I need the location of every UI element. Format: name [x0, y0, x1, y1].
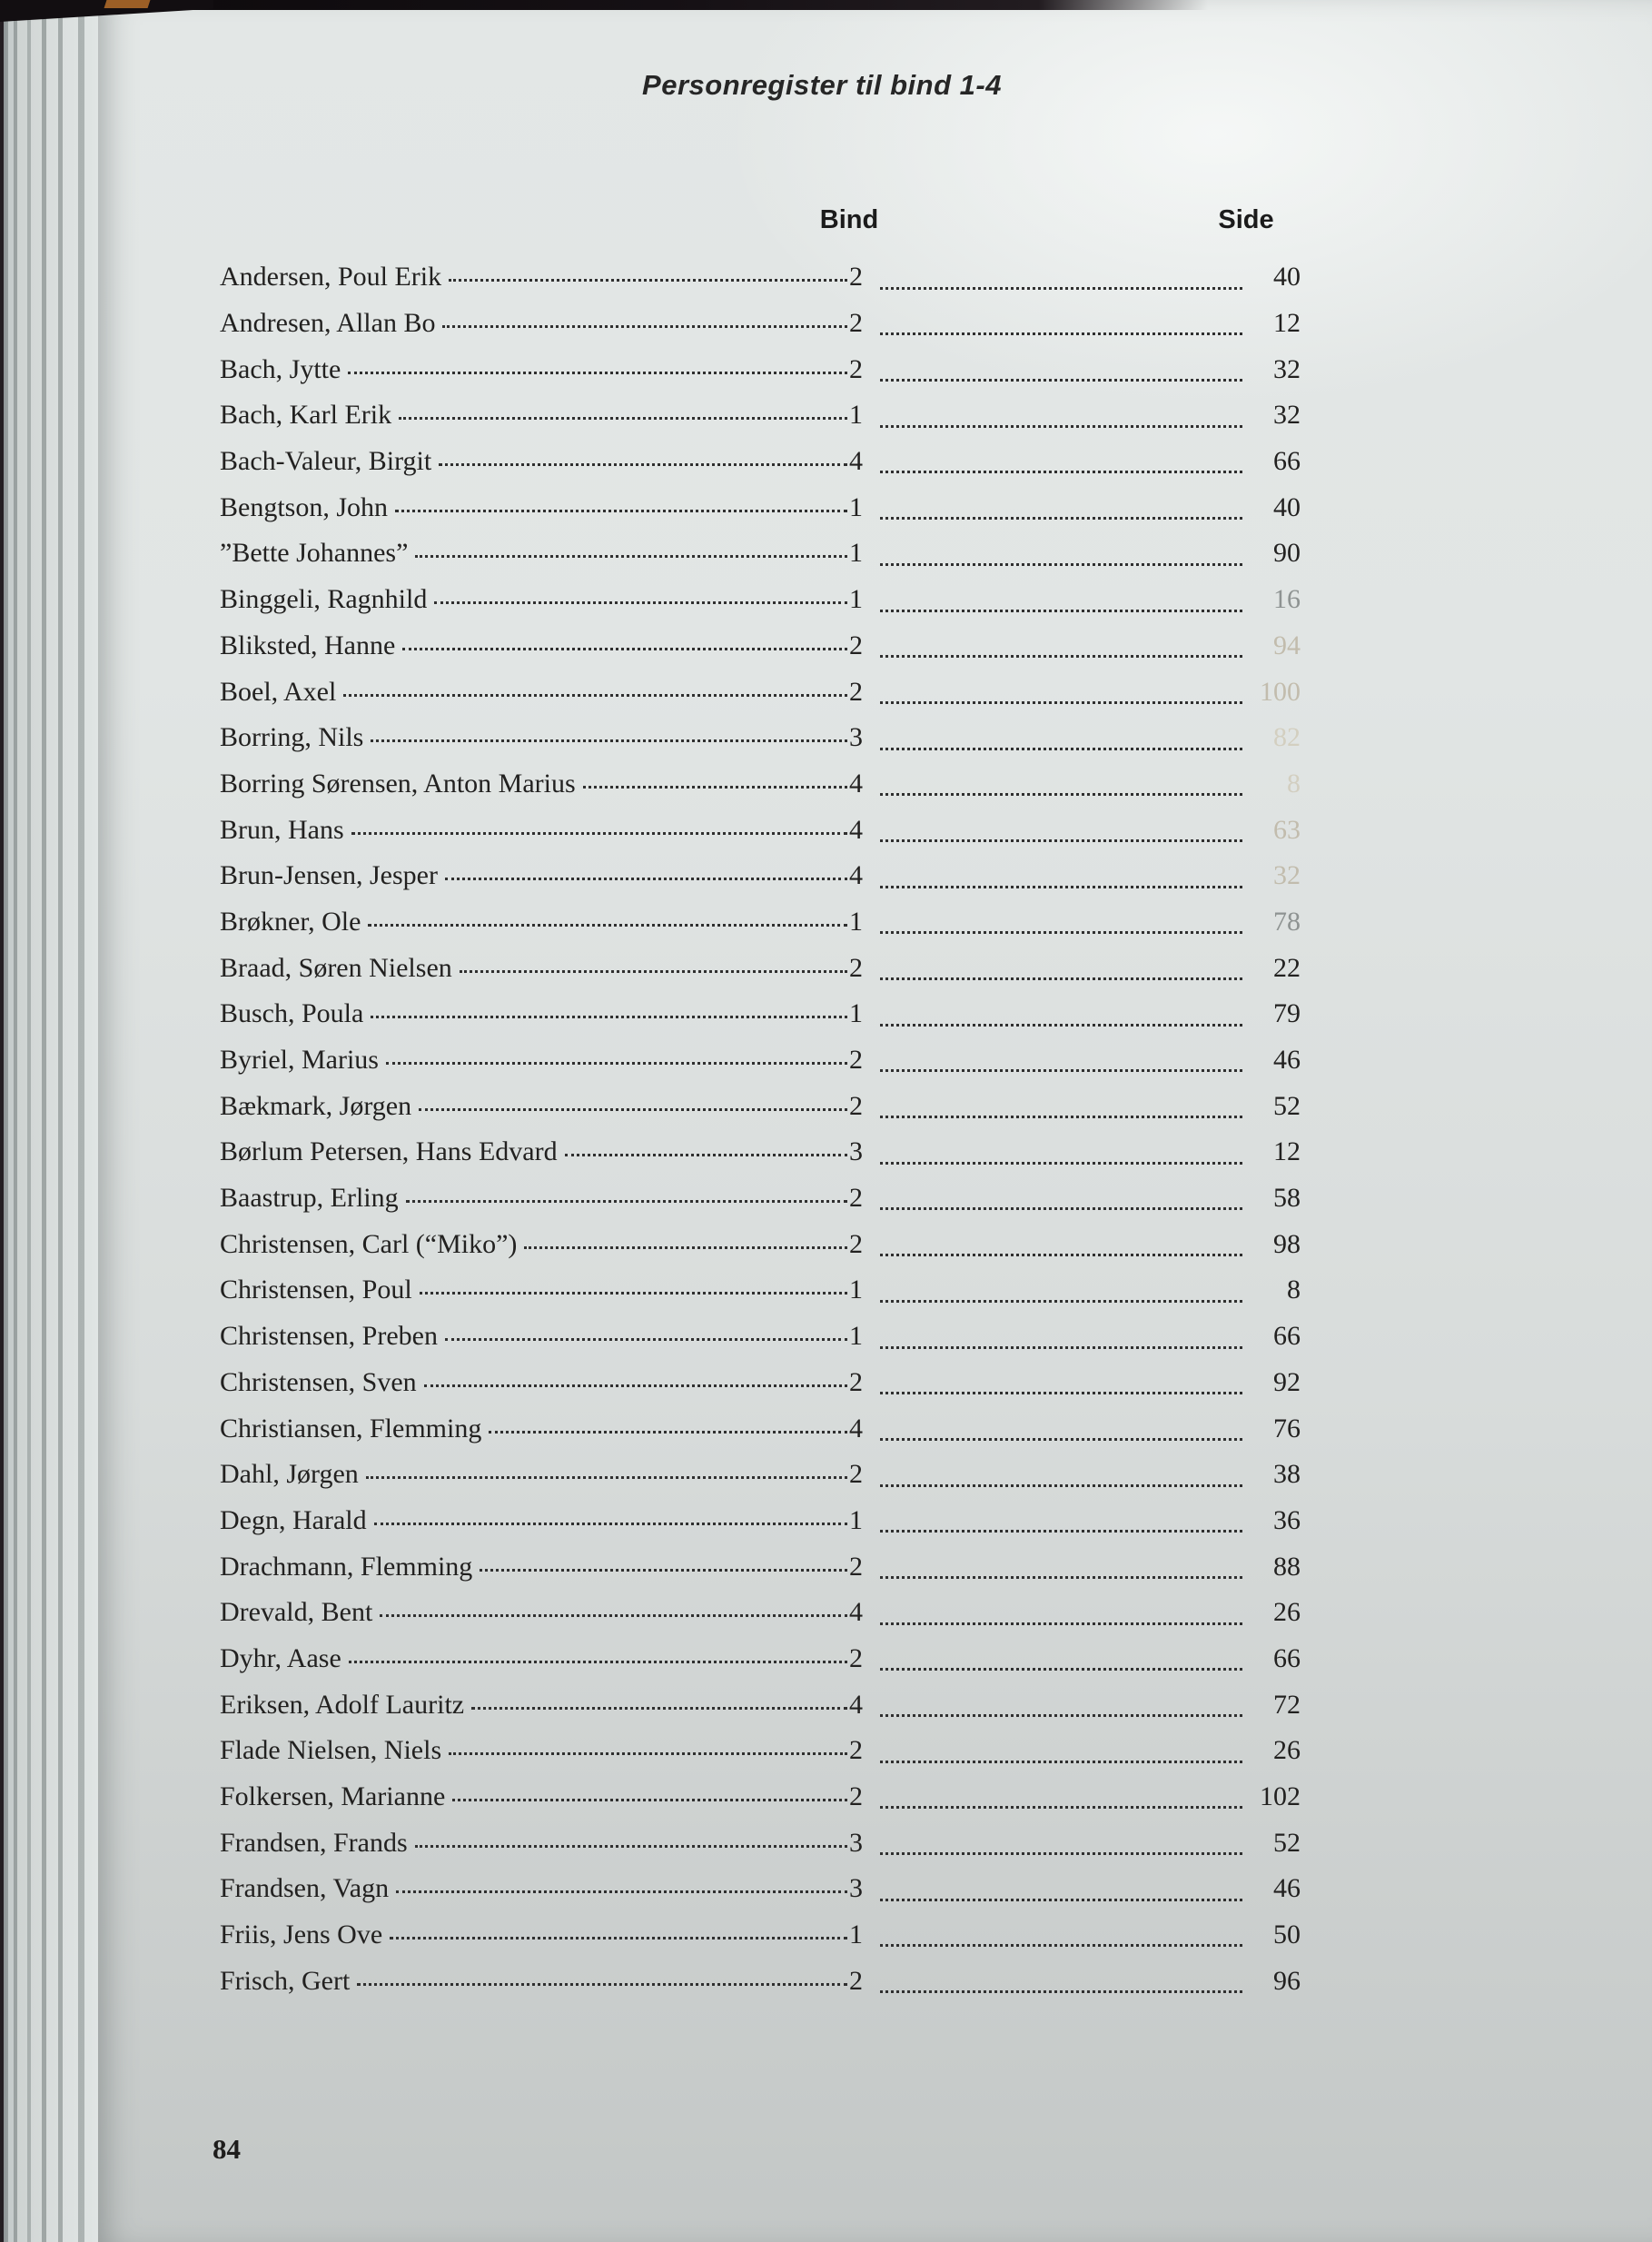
- entry-left-segment: [220, 1505, 849, 1536]
- register-entry-row: [220, 1636, 1301, 1682]
- dot-leader: [524, 1246, 847, 1249]
- entry-side-number: 12: [1273, 308, 1301, 339]
- entry-left-segment: [220, 538, 849, 569]
- register-entry-row: [220, 254, 1301, 301]
- entry-name: Dahl, Jørgen: [220, 1459, 359, 1490]
- entry-side-number: 96: [1273, 1965, 1301, 1996]
- dot-leader: [880, 1300, 1242, 1303]
- register-entry-row: [220, 1129, 1301, 1176]
- entry-side-number: 66: [1273, 1642, 1301, 1673]
- register-entry-row: [220, 1405, 1301, 1452]
- entry-bind-number: 1: [849, 1275, 863, 1305]
- dot-leader: [880, 1576, 1242, 1579]
- dot-leader: [880, 748, 1242, 750]
- dot-leader: [880, 563, 1242, 566]
- entry-bind-number: 2: [849, 676, 863, 707]
- entry-left-segment: [220, 907, 849, 937]
- register-entry-row: [220, 1267, 1301, 1314]
- dot-leader: [583, 786, 847, 789]
- entry-side-number: 38: [1273, 1459, 1301, 1490]
- dot-leader: [351, 832, 847, 835]
- register-entry-row: [220, 1221, 1301, 1267]
- page-number: 84: [213, 2133, 241, 2165]
- dot-leader: [880, 1024, 1242, 1027]
- entry-side-number: 46: [1273, 1045, 1301, 1076]
- entry-left-segment: [220, 1552, 849, 1582]
- entry-side-number: 32: [1273, 860, 1301, 891]
- dot-leader: [445, 1338, 847, 1341]
- register-entry-row: [220, 1728, 1301, 1774]
- entry-name: Christensen, Poul: [220, 1275, 412, 1305]
- entry-side-number: 12: [1273, 1136, 1301, 1167]
- entry-name: Drachmann, Flemming: [220, 1551, 473, 1582]
- entry-name: Christiansen, Flemming: [220, 1413, 482, 1443]
- entry-side-number: 82: [1273, 722, 1301, 753]
- entry-name: Baastrup, Erling: [220, 1183, 399, 1214]
- entry-bind-number: 4: [849, 1413, 863, 1443]
- entry-name: Børlum Petersen, Hans Edvard: [220, 1136, 558, 1167]
- entry-name: Dyhr, Aase: [220, 1642, 341, 1673]
- entry-side-number: 16: [1273, 584, 1301, 615]
- entry-side-number: 8: [1287, 1275, 1301, 1305]
- dot-leader: [460, 970, 847, 973]
- entry-bind-number: 2: [849, 630, 863, 660]
- entry-name: Drevald, Bent: [220, 1597, 373, 1628]
- dot-leader: [880, 1622, 1242, 1625]
- dot-leader: [880, 931, 1242, 934]
- dot-leader: [880, 1990, 1242, 1993]
- register-entry-row: [220, 346, 1301, 392]
- entry-bind-number: 2: [849, 1090, 863, 1121]
- dot-leader: [368, 924, 847, 927]
- register-entry-row: [220, 484, 1301, 531]
- dot-leader: [439, 463, 847, 466]
- entry-bind-number: 3: [849, 1873, 863, 1904]
- entry-name: Christensen, Sven: [220, 1366, 417, 1397]
- entry-left-segment: [220, 722, 849, 753]
- dot-leader: [471, 1707, 847, 1710]
- dot-leader: [880, 1668, 1242, 1671]
- column-header-side: Side: [1218, 205, 1274, 234]
- entry-name: Borring Sørensen, Anton Marius: [220, 768, 576, 799]
- entry-left-segment: [220, 677, 849, 708]
- dot-leader: [880, 610, 1242, 612]
- dot-leader: [406, 1200, 847, 1203]
- dot-leader: [880, 1207, 1242, 1210]
- entry-bind-number: 4: [849, 860, 863, 891]
- register-entry-row: [220, 531, 1301, 577]
- dot-leader: [386, 1062, 847, 1065]
- dot-leader: [880, 977, 1242, 980]
- entry-left-segment: [220, 1367, 849, 1398]
- dot-leader: [366, 1476, 847, 1479]
- dot-leader: [880, 1116, 1242, 1118]
- dot-leader: [489, 1431, 847, 1433]
- entry-name: Byriel, Marius: [220, 1045, 379, 1076]
- register-entry-row: [220, 1083, 1301, 1129]
- entry-name: Flade Nielsen, Niels: [220, 1735, 442, 1766]
- entry-bind-number: 2: [849, 262, 863, 293]
- dot-leader: [565, 1154, 847, 1156]
- entry-name: Frandsen, Frands: [220, 1827, 408, 1858]
- register-entry-row: [220, 1498, 1301, 1544]
- entry-left-segment: [220, 1091, 849, 1122]
- entry-left-segment: [220, 1643, 849, 1674]
- entry-side-number: 100: [1260, 676, 1301, 707]
- dot-leader: [371, 739, 847, 742]
- dot-leader: [880, 1530, 1242, 1533]
- entry-side-number: 102: [1260, 1781, 1301, 1812]
- entry-left-segment: [220, 1781, 849, 1812]
- entry-name: Binggeli, Ragnhild: [220, 584, 428, 615]
- entry-bind-number: 2: [849, 1735, 863, 1766]
- dot-leader: [880, 1944, 1242, 1947]
- entry-name: Bach, Karl Erik: [220, 400, 392, 431]
- entry-left-segment: [220, 953, 849, 984]
- dot-leader: [396, 1890, 847, 1893]
- dot-leader: [880, 517, 1242, 520]
- register-entry-row: [220, 807, 1301, 853]
- register-entry-row: [220, 1774, 1301, 1820]
- dot-leader: [880, 1069, 1242, 1072]
- entry-bind-number: 2: [849, 1366, 863, 1397]
- register-entry-row: [220, 392, 1301, 439]
- dot-leader: [880, 425, 1242, 428]
- entry-left-segment: [220, 1229, 849, 1260]
- entry-side-number: 76: [1273, 1413, 1301, 1443]
- dot-leader: [880, 1254, 1242, 1256]
- dot-leader: [424, 1384, 847, 1387]
- entry-side-number: 26: [1273, 1735, 1301, 1766]
- register-entry-row: [220, 1314, 1301, 1360]
- page-surface: [98, 0, 1652, 2242]
- entry-bind-number: 1: [849, 584, 863, 615]
- dot-leader: [880, 839, 1242, 842]
- entry-bind-number: 1: [849, 491, 863, 522]
- entry-side-number: 52: [1273, 1090, 1301, 1121]
- register-entry-row: [220, 1866, 1301, 1912]
- entry-left-segment: [220, 1275, 849, 1305]
- entry-left-segment: [220, 860, 849, 891]
- entry-bind-number: 3: [849, 722, 863, 753]
- entry-side-number: 98: [1273, 1228, 1301, 1259]
- entry-bind-number: 1: [849, 400, 863, 431]
- register-entry-row: [220, 623, 1301, 670]
- dot-leader: [390, 1937, 847, 1939]
- entry-left-segment: [220, 1597, 849, 1628]
- entry-name: Friis, Jens Ove: [220, 1920, 383, 1950]
- column-headers: [220, 205, 1301, 242]
- dot-leader: [449, 1752, 847, 1755]
- entry-left-segment: [220, 492, 849, 523]
- entry-bind-number: 1: [849, 998, 863, 1029]
- background-speck: [104, 0, 151, 8]
- entry-name: Frisch, Gert: [220, 1965, 351, 1996]
- entry-name: Folkersen, Marianne: [220, 1781, 446, 1812]
- entry-left-segment: [220, 1459, 849, 1490]
- dot-leader: [415, 1845, 847, 1848]
- entry-name: Bach, Jytte: [220, 353, 341, 384]
- entry-side-number: 88: [1273, 1551, 1301, 1582]
- register-entry-row: [220, 1912, 1301, 1959]
- column-header-bind: Bind: [819, 205, 879, 234]
- entry-side-number: 26: [1273, 1597, 1301, 1628]
- register-entry-row: [220, 991, 1301, 1037]
- entry-bind-number: 2: [849, 1228, 863, 1259]
- register-entry-row: [220, 1820, 1301, 1866]
- entry-name: Christensen, Carl (“Miko”): [220, 1228, 518, 1259]
- entry-bind-number: 4: [849, 1597, 863, 1628]
- entry-side-number: 36: [1273, 1504, 1301, 1535]
- dot-leader: [880, 1346, 1242, 1349]
- entry-side-number: 66: [1273, 446, 1301, 477]
- entry-side-number: 32: [1273, 353, 1301, 384]
- dot-leader: [343, 694, 847, 697]
- dot-leader: [348, 372, 847, 374]
- entry-side-number: 78: [1273, 906, 1301, 937]
- dot-leader: [374, 1523, 847, 1525]
- entry-bind-number: 3: [849, 1136, 863, 1167]
- entry-name: Bliksted, Hanne: [220, 630, 396, 660]
- register-entry-row: [220, 715, 1301, 761]
- dot-leader: [880, 1392, 1242, 1394]
- entry-name: Eriksen, Adolf Lauritz: [220, 1689, 465, 1720]
- entry-left-segment: [220, 1690, 849, 1721]
- entry-left-segment: [220, 1183, 849, 1214]
- entry-name: Brøkner, Ole: [220, 906, 361, 937]
- dot-leader: [419, 1108, 847, 1111]
- dot-leader: [880, 655, 1242, 658]
- register-entry-row: [220, 1360, 1301, 1406]
- entry-side-number: 66: [1273, 1321, 1301, 1352]
- entry-side-number: 50: [1273, 1920, 1301, 1950]
- dot-leader: [880, 701, 1242, 704]
- entry-name: ”Bette Johannes”: [220, 538, 409, 569]
- entry-bind-number: 2: [849, 308, 863, 339]
- register-entry-row: [220, 761, 1301, 808]
- entry-left-segment: [220, 1828, 849, 1859]
- dot-leader: [880, 1714, 1242, 1717]
- entry-side-number: 22: [1273, 952, 1301, 983]
- dot-leader: [402, 648, 847, 650]
- entry-name: Degn, Harald: [220, 1504, 367, 1535]
- register-entry-row: [220, 1543, 1301, 1590]
- entry-side-number: 94: [1273, 630, 1301, 660]
- entry-left-segment: [220, 1966, 849, 1997]
- dot-leader: [880, 886, 1242, 888]
- entry-left-segment: [220, 1873, 849, 1904]
- dot-leader: [442, 325, 847, 328]
- entry-name: Borring, Nils: [220, 722, 364, 753]
- entry-name: Andresen, Allan Bo: [220, 308, 436, 339]
- register-list: [220, 254, 1301, 2004]
- entry-side-number: 40: [1273, 491, 1301, 522]
- dot-leader: [395, 510, 847, 512]
- entry-bind-number: 2: [849, 952, 863, 983]
- entry-name: Boel, Axel: [220, 676, 337, 707]
- entry-bind-number: 2: [849, 1183, 863, 1214]
- entry-bind-number: 1: [849, 538, 863, 569]
- entry-left-segment: [220, 630, 849, 661]
- dot-leader: [880, 287, 1242, 290]
- entry-name: Bengtson, John: [220, 491, 389, 522]
- entry-bind-number: 2: [849, 1459, 863, 1490]
- dot-leader: [449, 279, 847, 282]
- dot-leader: [880, 1806, 1242, 1809]
- entry-name: Brun-Jensen, Jesper: [220, 860, 438, 891]
- entry-name: Braad, Søren Nielsen: [220, 952, 452, 983]
- entry-bind-number: 4: [849, 1689, 863, 1720]
- register-entry-row: [220, 899, 1301, 946]
- entry-side-number: 58: [1273, 1183, 1301, 1214]
- dot-leader: [880, 1162, 1242, 1165]
- entry-left-segment: [220, 769, 849, 799]
- entry-bind-number: 1: [849, 906, 863, 937]
- book-page-edges: [0, 0, 98, 2242]
- entry-name: Christensen, Preben: [220, 1321, 438, 1352]
- entry-left-segment: [220, 1920, 849, 1950]
- entry-left-segment: [220, 354, 849, 385]
- entry-left-segment: [220, 308, 849, 339]
- dot-leader: [880, 1761, 1242, 1763]
- entry-bind-number: 2: [849, 1551, 863, 1582]
- dot-leader: [880, 1852, 1242, 1855]
- entry-left-segment: [220, 815, 849, 846]
- dot-leader: [357, 1983, 847, 1986]
- entry-bind-number: 1: [849, 1504, 863, 1535]
- dot-leader: [452, 1799, 847, 1801]
- dot-leader: [399, 417, 847, 420]
- dot-leader: [880, 379, 1242, 382]
- entry-bind-number: 4: [849, 768, 863, 799]
- dot-leader: [415, 555, 847, 558]
- dot-leader: [371, 1016, 847, 1018]
- entry-left-segment: [220, 1136, 849, 1167]
- entry-bind-number: 3: [849, 1827, 863, 1858]
- entry-left-segment: [220, 446, 849, 477]
- register-entry-row: [220, 1176, 1301, 1222]
- register-entry-row: [220, 1958, 1301, 2004]
- entry-bind-number: 1: [849, 1920, 863, 1950]
- register-entry-row: [220, 853, 1301, 899]
- entry-bind-number: 2: [849, 1781, 863, 1812]
- dot-leader: [380, 1614, 847, 1617]
- dot-leader: [480, 1569, 847, 1572]
- entry-left-segment: [220, 1414, 849, 1444]
- entry-side-number: 40: [1273, 262, 1301, 293]
- entry-left-segment: [220, 584, 849, 615]
- register-entry-row: [220, 301, 1301, 347]
- entry-name: Bækmark, Jørgen: [220, 1090, 412, 1121]
- entry-bind-number: 4: [849, 814, 863, 845]
- entry-side-number: 90: [1273, 538, 1301, 569]
- page-title: Personregister til bind 1-4: [642, 69, 1002, 101]
- dot-leader: [880, 1484, 1242, 1487]
- register-entry-row: [220, 1682, 1301, 1728]
- register-entry-row: [220, 439, 1301, 485]
- entry-name: Andersen, Poul Erik: [220, 262, 442, 293]
- dot-leader: [420, 1292, 847, 1295]
- dot-leader: [880, 793, 1242, 796]
- entry-left-segment: [220, 262, 849, 293]
- entry-bind-number: 1: [849, 1321, 863, 1352]
- entry-left-segment: [220, 998, 849, 1029]
- register-entry-row: [220, 577, 1301, 623]
- entry-name: Busch, Poula: [220, 998, 364, 1029]
- entry-side-number: 32: [1273, 400, 1301, 431]
- entry-side-number: 52: [1273, 1827, 1301, 1858]
- entry-bind-number: 2: [849, 1045, 863, 1076]
- entry-bind-number: 4: [849, 446, 863, 477]
- entry-left-segment: [220, 1045, 849, 1076]
- entry-side-number: 72: [1273, 1689, 1301, 1720]
- register-entry-row: [220, 1452, 1301, 1498]
- entry-left-segment: [220, 1321, 849, 1352]
- entry-left-segment: [220, 400, 849, 431]
- entry-side-number: 8: [1287, 768, 1301, 799]
- dot-leader: [880, 1438, 1242, 1441]
- entry-name: Bach-Valeur, Birgit: [220, 446, 432, 477]
- entry-side-number: 46: [1273, 1873, 1301, 1904]
- register-entry-row: [220, 945, 1301, 991]
- dot-leader: [880, 471, 1242, 473]
- entry-side-number: 63: [1273, 814, 1301, 845]
- entry-side-number: 79: [1273, 998, 1301, 1029]
- entry-bind-number: 2: [849, 1642, 863, 1673]
- entry-name: Brun, Hans: [220, 814, 344, 845]
- dot-leader: [880, 332, 1242, 335]
- register-entry-row: [220, 669, 1301, 715]
- entry-left-segment: [220, 1735, 849, 1766]
- entry-side-number: 92: [1273, 1366, 1301, 1397]
- entry-bind-number: 2: [849, 1965, 863, 1996]
- entry-bind-number: 2: [849, 353, 863, 384]
- register-entry-row: [220, 1037, 1301, 1084]
- dot-leader: [880, 1899, 1242, 1901]
- dot-leader: [445, 878, 847, 880]
- dot-leader: [434, 601, 847, 604]
- dot-leader: [349, 1661, 847, 1663]
- entry-name: Frandsen, Vagn: [220, 1873, 390, 1904]
- register-entry-row: [220, 1590, 1301, 1636]
